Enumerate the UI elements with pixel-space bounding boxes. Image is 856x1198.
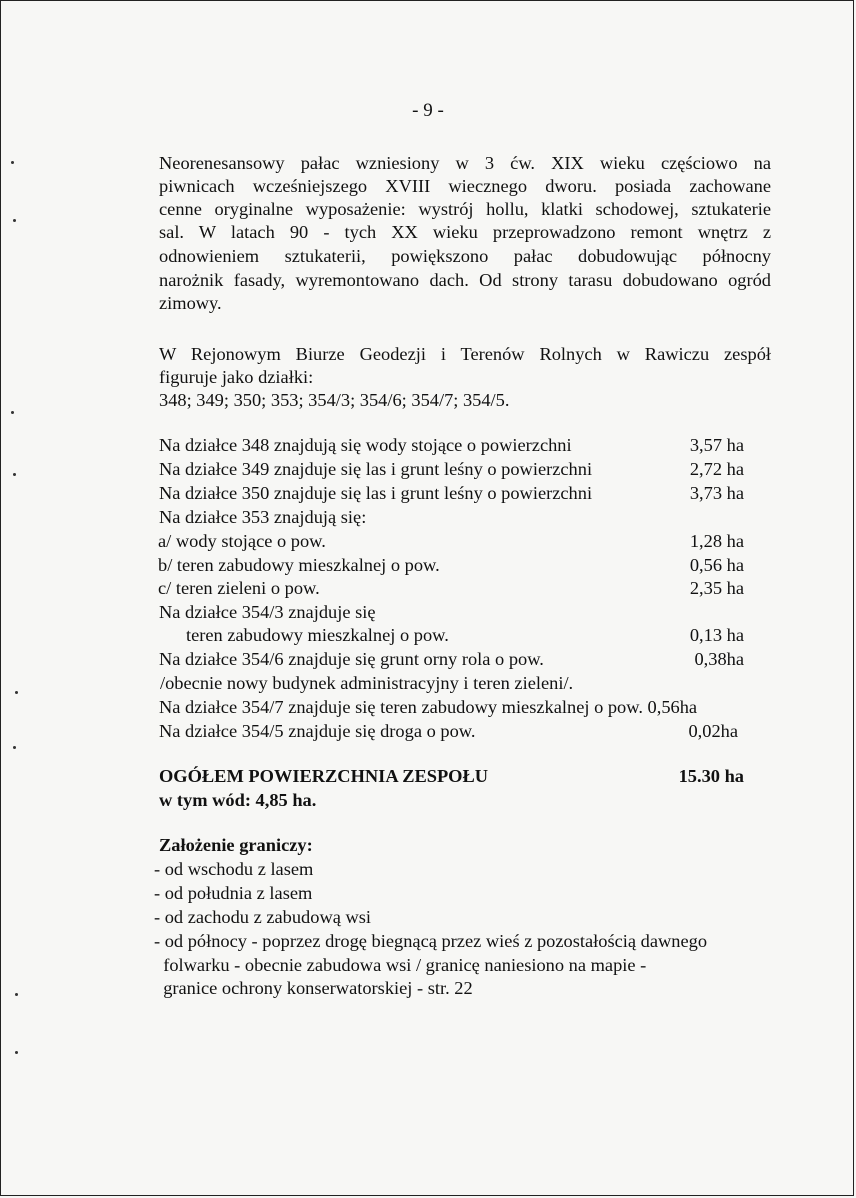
parcel-list-line: 348; 349; 350; 353; 354/3; 354/6; 354/7; 354/5. [159,390,510,410]
registry-line: W Rejonowym Biurze Geodezji i Terenów Rolnych w Rawiczu zespół [159,344,771,364]
parcel-area: 0,56 ha [689,555,744,575]
parcel-description: Na działce 354/7 znajduje się teren zabudowy mieszkalnej o pow. 0,56ha [159,697,698,717]
total-label: OGÓŁEM POWIERZCHNIA ZESPOŁU [159,766,489,786]
parcel-area: 3,73 ha [689,483,744,503]
boundary-line: folwarku - obecnie zabudowa wsi / granicę naniesiono na mapie - [154,955,647,975]
boundary-line: granice ochrony konserwatorskiej - str. 22 [154,978,473,998]
scan-speck [15,1051,18,1054]
parcel-area: 1,28 ha [689,531,744,551]
boundary-line: - od północy - poprzez drogę biegnącą przez wieś z pozostałością dawnego [154,931,708,951]
registry-line: figuruje jako działki: [159,367,314,387]
parcel-area: 2,35 ha [689,578,744,598]
parcel-area: 0,38ha [694,649,744,669]
scan-speck [11,161,14,164]
scan-speck [13,746,16,749]
total-value: 15.30 ha [678,766,744,786]
parcel-description: Na działce 348 znajdują się wody stojące o powierzchni [159,435,572,455]
parcel-description: teren zabudowy mieszkalnej o pow. [186,625,449,645]
page-number: - 9 - [412,100,444,121]
parcel-description: Na działce 349 znajduje się las i grunt leśny o powierzchni [159,459,593,479]
boundary-line: - od wschodu z lasem [154,859,314,879]
scan-speck [13,473,16,476]
parcel-note: /obecnie nowy budynek administracyjny i teren zieleni/. [160,673,574,693]
intro-line: sal. W latach 90 - tych XX wieku przeprowadzono remont wnętrz z [159,222,771,242]
intro-line: zimowy. [159,293,222,313]
intro-line: cenne oryginalne wyposażenie: wystrój hollu, klatki schodowej, sztukaterie [159,199,771,219]
parcel-description: a/ wody stojące o pow. [158,531,326,551]
parcel-area: 2,72 ha [689,459,744,479]
boundary-line: - od zachodu z zabudową wsi [154,907,372,927]
boundary-line: - od południa z lasem [154,883,313,903]
parcel-area: 0,13 ha [689,625,744,645]
intro-line: narożnik fasady, wyremontowano dach. Od strony tarasu dobudowano ogród [159,270,771,290]
scan-speck [13,219,16,222]
parcel-description: c/ teren zieleni o pow. [158,578,320,598]
scan-speck [11,411,14,414]
total-water: w tym wód: 4,85 ha. [159,790,317,810]
boundaries-title: Założenie graniczy: [159,835,313,855]
scan-speck [15,691,18,694]
parcel-description: Na działce 354/6 znajduje się grunt orny rola o pow. [159,649,544,669]
intro-line: Neorenesansowy pałac wzniesiony w 3 ćw. XIX wieku częściowo na [159,153,771,173]
scan-speck [15,993,18,996]
parcel-description: b/ teren zabudowy mieszkalnej o pow. [158,555,440,575]
intro-line: odnowieniem sztukaterii, powiększono pałac dobudowując północny [159,246,771,266]
parcel-description: Na działce 354/3 znajduje się [159,602,376,622]
parcel-description: Na działce 354/5 znajduje się droga o pow. [159,721,476,741]
intro-line: piwnicach wcześniejszego XVIII wiecznego dworu. posiada zachowane [159,176,771,196]
parcel-description: Na działce 350 znajduje się las i grunt leśny o powierzchni [159,483,593,503]
parcel-area: 0,02ha [688,721,738,741]
parcel-area: 3,57 ha [689,435,744,455]
parcel-description: Na działce 353 znajdują się: [159,507,367,527]
